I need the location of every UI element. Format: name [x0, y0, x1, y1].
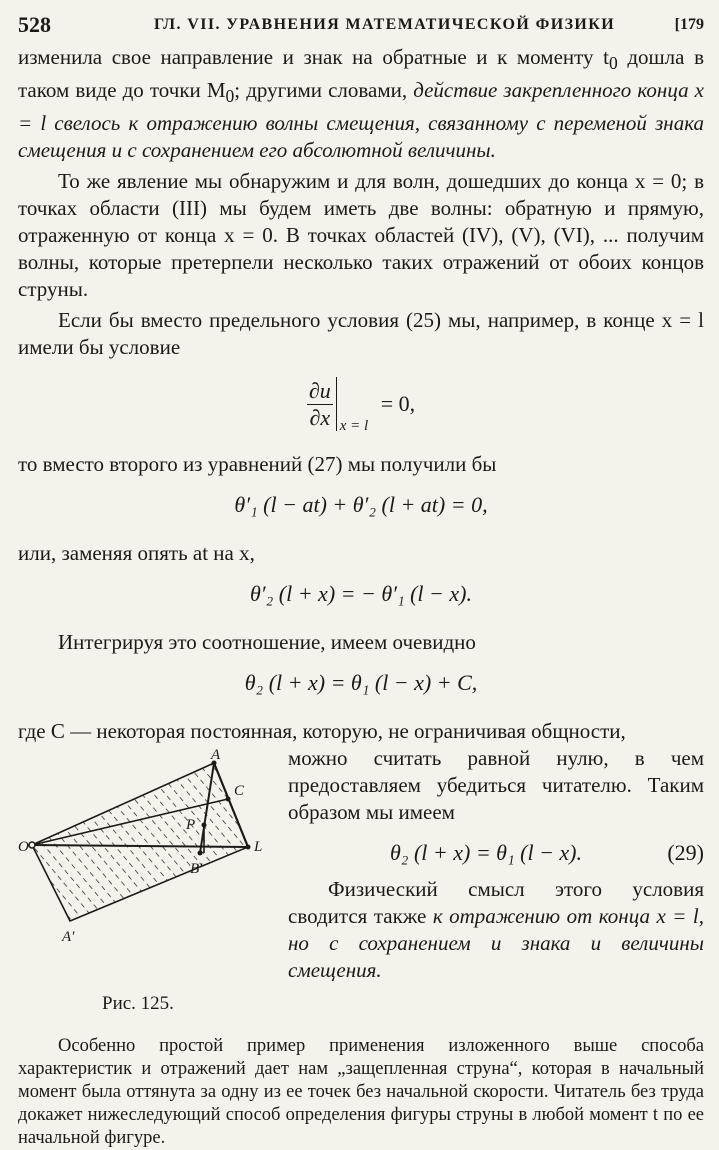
point-P — [202, 823, 207, 828]
paragraph-7-line: где C — некоторая постоянная, которую, не ограничивая общности, — [18, 719, 626, 744]
formula-boundary-condition: $\frac{\partial u}{\partial x}$ x = l = 0, — [308, 377, 416, 435]
running-header — [18, 8, 704, 44]
formula-29: θ₂ (l + x) = θ₁ (l − x). (29) — [390, 840, 704, 866]
paragraph-1: изменила свое направление и знак на обратные и к моменту $t_0$ дошла в таком виде до точки $M_0$; другими словами, действие закрепленного конца x = l свелось к отражению волны смещения, связанному с переменой знака смещения и с сохранением его абсолютной величины. — [18, 45, 704, 163]
paragraph-8: Физический смысл этого условия сводится также к отражению от конца x = l, но с сохранением и знака и величины смещения. — [288, 877, 704, 983]
fraction: $\frac{\partial u}{\partial x}$ — [308, 377, 331, 430]
figure-float — [18, 745, 704, 1025]
evaluation-bar: x = l — [336, 377, 381, 431]
paragraph-5: или, заменяя опять at на x, — [18, 541, 255, 566]
figure-caption: Рис. 125. — [102, 993, 174, 1015]
figure-side-text — [288, 745, 704, 984]
page — [18, 8, 704, 1150]
label-O: O — [18, 839, 29, 856]
point-O — [29, 842, 35, 848]
point-L — [246, 845, 251, 850]
chapter-title: ГЛ. VII. УРАВНЕНИЯ МАТЕМАТИЧЕСКОЙ ФИЗИКИ — [154, 16, 616, 33]
point-B-prime — [198, 851, 203, 856]
label-L: L — [254, 839, 263, 856]
label-A: A — [211, 747, 221, 764]
point-C — [226, 797, 231, 802]
paragraph-7-continued: можно считать равной нулю, в чем предоставляем убедиться читателю. Таким образом мы имеем — [288, 746, 704, 825]
small-print-section — [18, 1035, 704, 1150]
paragraph-2: То же явление мы обнаружим и для волн, дошедших до конца x = 0; в точках области (III) мы будем иметь две волны: обратную и прямую, отраженную от конца x = 0. В точках областей (IV), (V), (VI), ... получим волны, которые претерпели несколько таких отражений от обоих концов струны. — [18, 169, 704, 302]
paragraph-6: Интегрируя это соотношение, имеем очевидно — [58, 630, 476, 655]
label-A-prime: A′ — [62, 929, 75, 946]
page-number: 528 — [18, 12, 51, 37]
paragraph-4: то вместо второго из уравнений (27) мы получили бы — [18, 452, 497, 477]
formula-derivative-relation: θ′₂ (l + x) = − θ′₁ (l − x). — [250, 581, 472, 607]
label-C: C — [234, 783, 245, 800]
equation-number: (29) — [667, 840, 704, 866]
string-diagram — [18, 745, 278, 985]
emphasis-text: к отражению от конца x = l, но с сохранением и знака и величины смещения. — [288, 904, 704, 983]
emphasis-text: действие закрепленного конца x = l свелось к отражению волны смещения, связанному с переменой знака смещения и с сохранением его абсолютной величины. — [18, 78, 704, 163]
label-B-prime: B′ — [190, 861, 203, 878]
figure-125 — [18, 745, 278, 1025]
paragraph-3: Если бы вместо предельного условия (25) мы, например, в конце x = l имели бы условие — [18, 308, 704, 360]
formula-integrated: θ₂ (l + x) = θ₁ (l − x) + C, — [244, 670, 478, 696]
section-number: [179 — [674, 16, 704, 33]
label-P: P — [186, 817, 196, 834]
paragraph-9: Особенно простой пример применения изложенного выше способа характеристик и отражений дает нам „защепленная струна“, которая в начальный момент была оттянута за одну из ее точек без начальной скорости. Читатель без труда докажет нижеследующий способ определения фигуры струны в любой момент t по ее начальной фигуре. — [18, 1036, 704, 1149]
formula-derivative-sum: θ′₁ (l − at) + θ′₂ (l + at) = 0, — [234, 492, 488, 518]
hatched-region — [32, 763, 248, 921]
